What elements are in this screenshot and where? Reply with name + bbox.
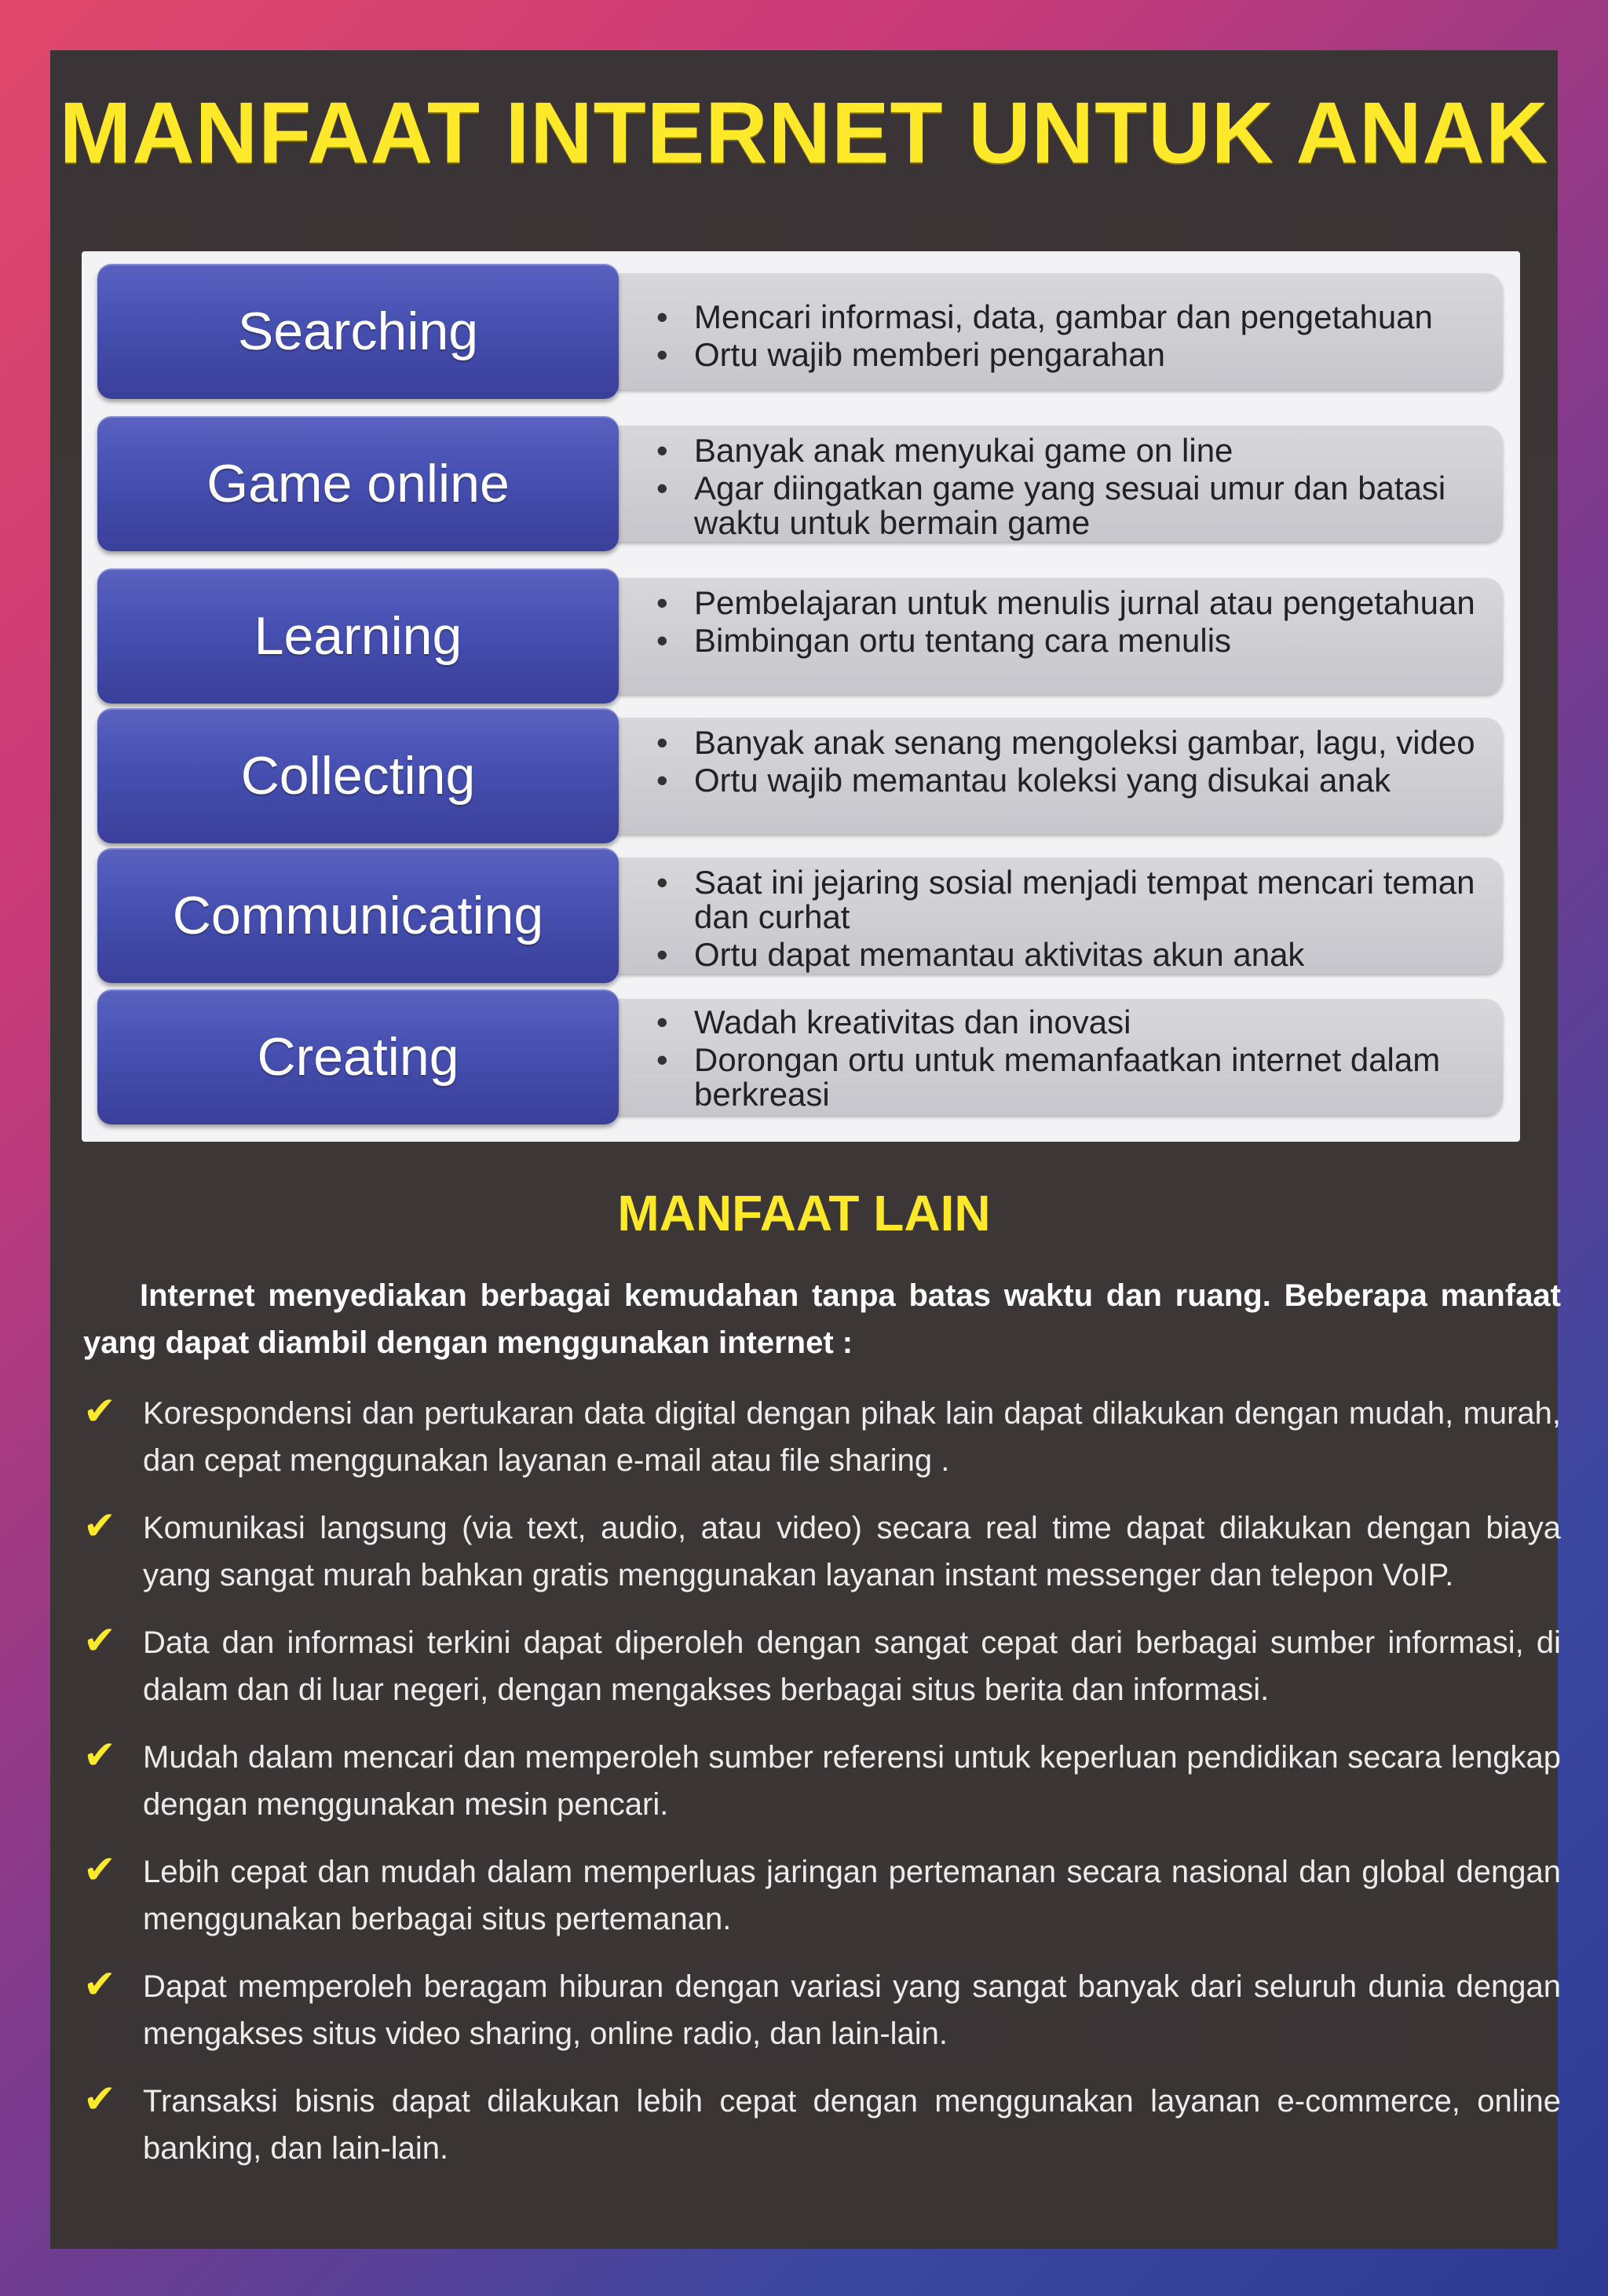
checkmark-icon: ✔: [83, 1961, 116, 2007]
list-item: [83, 1848, 1561, 1943]
benefit-label-box: [97, 848, 619, 983]
benefit-label: Game online: [206, 454, 510, 514]
benefit-point: • Mencari informasi, data, gambar dan pengetahuan: [647, 300, 1487, 335]
list-item-text: Mudah dalam mencari dan memperoleh sumber referensi untuk keperluan pendidikan secara lengkap dengan menggunakan mesin pencari.: [143, 1740, 1561, 1822]
list-item-text: Komunikasi langsung (via text, audio, atau video) secara real time dapat dilakukan dengan biaya yang sangat murah bahkan gratis menggunakan layanan instant messenger dan telepon VoIP.: [143, 1511, 1561, 1592]
benefit-row-collecting: [97, 708, 1504, 843]
benefit-points: [647, 586, 1487, 661]
checkmark-icon: ✔: [83, 1618, 116, 1663]
benefits-table: [82, 251, 1520, 1142]
benefit-label-box: [97, 264, 619, 399]
list-item-text: Data dan informasi terkini dapat diperoleh dengan sangat cepat dari berbagai sumber informasi, di dalam dan di luar negeri, dengan mengakses berbagai situs berita dan informasi.: [143, 1625, 1561, 1707]
benefit-points: [647, 433, 1487, 543]
benefit-label: Searching: [237, 302, 479, 361]
checkmark-icon: ✔: [83, 2076, 116, 2122]
benefit-points: [647, 726, 1487, 801]
benefit-point: • Ortu wajib memberi pengarahan: [647, 338, 1487, 372]
benefit-point: • Ortu wajib memantau koleksi yang disukai anak: [647, 763, 1487, 798]
benefit-row-searching: [97, 264, 1504, 399]
benefit-point: • Bimbingan ortu tentang cara menulis: [647, 623, 1487, 658]
benefit-row-game-online: [97, 416, 1504, 551]
benefit-point: • Agar diingatkan game yang sesuai umur dan batasi waktu untuk bermain game: [647, 471, 1487, 540]
list-item-text: Lebih cepat dan mudah dalam memperluas jaringan pertemanan secara nasional dan global dengan menggunakan berbagai situs pertemanan.: [143, 1855, 1561, 1936]
benefit-label-box: [97, 416, 619, 551]
list-item-text: Transaksi bisnis dapat dilakukan lebih cepat dengan menggunakan layanan e-commerce, online banking, dan lain-lain.: [143, 2084, 1561, 2166]
benefit-label: Communicating: [172, 886, 544, 945]
benefit-label: Collecting: [240, 746, 476, 806]
checkmark-icon: ✔: [83, 1388, 116, 1434]
benefit-point: • Banyak anak menyukai game on line: [647, 433, 1487, 468]
list-item-text: Korespondensi dan pertukaran data digital dengan pihak lain dapat dilakukan dengan mudah, murah, dan cepat menggunakan layanan e-mail atau file sharing .: [143, 1396, 1561, 1478]
benefit-point: • Saat ini jejaring sosial menjadi tempat mencari teman dan curhat: [647, 865, 1487, 934]
benefit-label-box: [97, 569, 619, 704]
benefit-label-box: [97, 989, 619, 1124]
section-title: MANFAAT LAIN: [617, 1185, 991, 1241]
benefit-point: • Wadah kreativitas dan inovasi: [647, 1005, 1487, 1040]
benefit-list: [83, 1390, 1561, 2192]
intro-paragraph: Internet menyediakan berbagai kemudahan tanpa batas waktu dan ruang. Beberapa manfaat yang dapat diambil dengan menggunakan internet :: [83, 1278, 1561, 1360]
checkmark-icon: ✔: [83, 1732, 116, 1778]
benefit-point: • Dorongan ortu untuk memanfaatkan internet dalam berkreasi: [647, 1043, 1487, 1112]
benefit-points: [647, 300, 1487, 375]
list-item-text: Dapat memperoleh beragam hiburan dengan variasi yang sangat banyak dari seluruh dunia dengan mengakses situs video sharing, online radio, dan lain-lain.: [143, 1969, 1561, 2051]
list-item: [83, 1734, 1561, 1828]
list-item: [83, 1963, 1561, 2057]
page-title: MANFAAT INTERNET UNTUK ANAK: [59, 85, 1549, 181]
benefit-label-box: [97, 708, 619, 843]
checkmark-icon: ✔: [83, 1503, 116, 1548]
checkmark-icon: ✔: [83, 1847, 116, 1892]
list-item: [83, 1504, 1561, 1599]
list-item: [83, 1390, 1561, 1484]
list-item: [83, 2078, 1561, 2172]
benefit-label: Learning: [254, 606, 462, 666]
benefit-point: • Pembelajaran untuk menulis jurnal atau pengetahuan: [647, 586, 1487, 620]
benefit-point: • Ortu dapat memantau aktivitas akun anak: [647, 938, 1487, 972]
benefit-row-creating: [97, 989, 1504, 1124]
benefit-row-learning: [97, 569, 1504, 704]
benefit-label: Creating: [257, 1027, 459, 1087]
benefit-points: [647, 1005, 1487, 1115]
benefit-row-communicating: [97, 848, 1504, 983]
list-item: [83, 1619, 1561, 1713]
benefit-points: [647, 865, 1487, 975]
benefit-point: • Banyak anak senang mengoleksi gambar, lagu, video: [647, 726, 1487, 760]
